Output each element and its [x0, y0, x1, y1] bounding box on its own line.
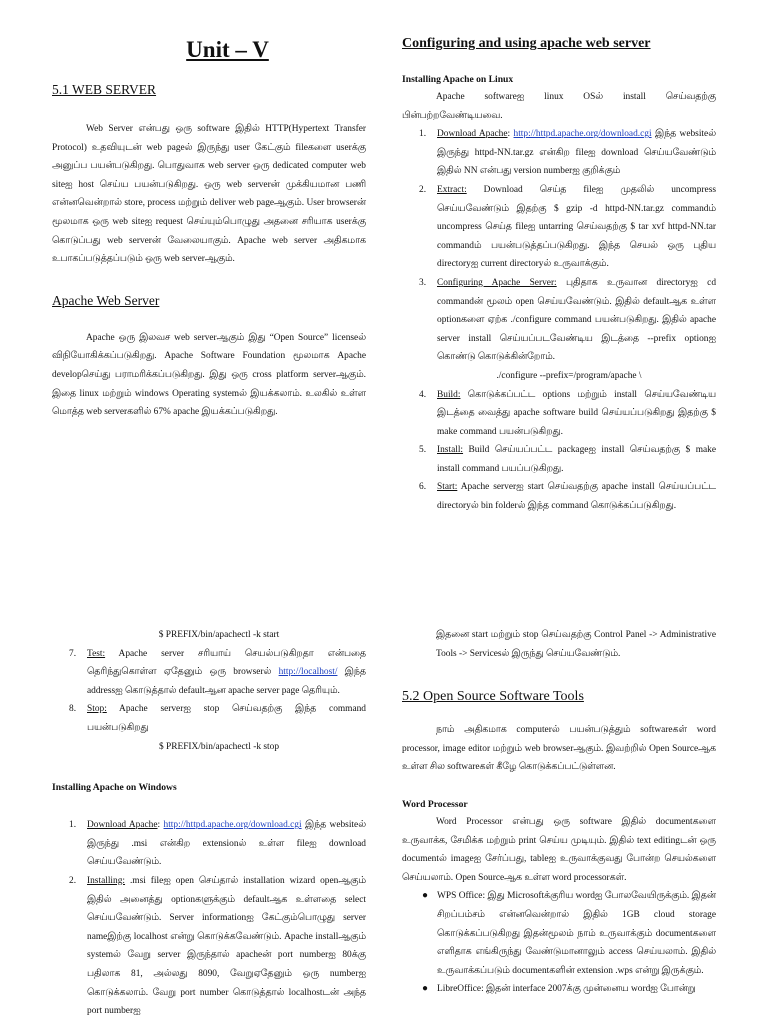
list-item-configure [402, 274, 716, 367]
windows-install-heading: Installing Apache on Windows [52, 782, 177, 794]
list-term: Stop: [87, 704, 107, 715]
control-panel-paragraph: இதனை start மற்றும் stop செய்வதற்கு Control Panel -> Administrative Tools -> Servicesல் இருந்து செய்யவேண்டும். [436, 630, 716, 659]
list-text: இந்த websiteல் இருந்து httpd-NN.tar.gz என்கிற fileஐ download செய்யவேண்டும் இதில் NN என்பது version numberஐ குறிக்கும் [437, 129, 716, 177]
apache-download-link[interactable]: http://httpd.apache.org/download.cgi [163, 820, 302, 831]
list-number: 5. [419, 445, 427, 456]
list-number: 7. [69, 648, 77, 659]
list-number: 4. [419, 389, 427, 400]
linux-intro: Apache softwareஐ linux OSல் install செய்வதற்கு பின்பற்றவேண்டியவை. [402, 92, 716, 121]
right-column-top [402, 34, 716, 516]
list-text: இந்த websiteல் இருந்து .msi என்கிற extensionல் உள்ள fileஐ download செய்யவேண்டும். [87, 820, 366, 868]
list-term: Download Apache [87, 820, 158, 831]
list-term: Extract: [437, 184, 467, 195]
list-text: .msi fileஐ open செய்தால் installation wizard openஆகும் இதில் அனைத்து optionகளுக்கும் defaultஆக உள்ளதை select செய்யவேண்டும். Server informationஐ கேட்கும்பொழுது server nameஇற்கு localhost என்று கொடுக்கவேண்டும். Apache installஆகும் systemல் வேறு server இருந்தால் apacheன் port numberஐ 80க்கு பதிலாக 81, அல்லது 8090, வேறுஏதேனும் ஒரு numberஐ கொடுக்கலாம். வேறு port number கொடுத்தால் localhostடன் அந்த port numberஐ [87, 875, 366, 1017]
localhost-link[interactable]: http://localhost/ [278, 667, 338, 678]
oss-paragraph: நாம் அதிகமாக computerல் பயன்படுத்தும் softwareகள் word processor, image editor மற்றும் web browserஆகும். இவற்றில் Open Sourceஆக உள்ள சில softwareகள் கீழே கொடுக்கப்பட்டுள்ளன. [402, 725, 716, 773]
bullet-text: WPS Office: இது Microsoftக்குரிய wordஐ போலவேயிருக்கும். இதன் சிறப்பம்சம் என்னவென்றால் இதில் 1GB cloud storage கொடுக்கப்படுகிறது இதன்மூலம் நாம் உருவாக்கும் documentகளை எளிதாக எங்கிருந்து வேண்டுமானாலும் access செய்யலாம். இதில் உருவாக்கப்படும் documentகளின் extension .wps என்று இருக்கும். [437, 891, 716, 976]
linux-install-heading: Installing Apache on Linux [402, 74, 514, 85]
configure-command: ./configure --prefix=/program/apache \ [496, 370, 642, 381]
list-text: Apache server சரியாய் செயல்படுகிறதா என்பதை தெரிந்துகொள்ள ஏதேனும் ஒரு browserல் [87, 648, 366, 678]
list-text: Download செய்த fileஐ முதலில் uncompress செய்யவேண்டும் இதற்கு $ gzip -d httpd-NN.tar.gz commandம் uncompress செய்த fileஐ untarring செய்வதற்கு $ tar xvf httpd-NN.tar commandம் பயன்படுத்தப்படுகிறது. இந்த செயல் ஒரு புதிய directoryஐ current directoryல் உருவாக்கும். [437, 184, 716, 270]
list-item-stop [52, 700, 366, 737]
list-term: Start: [437, 482, 458, 493]
web-server-paragraph: Web Server என்பது ஒரு software இதில் HTTP(Hypertext Transfer Protocol) உதவியுடன் web pageல் இருந்து user கேட்கும் fileகளை userக்கு அனுப்ப பயன்படுகிறது. பொதுவாக web server ஒரு dedicated computer web siteஐ host செய்ய பயன்படுகிறது. ஒரு web serverன் முக்கியமான பணி என்னவென்றால் store, process மற்றும் deliver web pageஆகும். User browserன் மூலமாக ஒரு web siteஐ request செய்யும்பொழுது அதனை சரியாக userக்கு கொடுப்பது web serverன் வேலையாகும். Apache web server அதிகமாக உபாகப்படுத்தப்படும் ஒரு web serverஆகும். [52, 124, 366, 265]
list-item-installing [52, 872, 366, 1021]
list-term: Test: [87, 648, 106, 659]
config-heading: Configuring and using apache web server [402, 36, 651, 51]
apache-paragraph: Apache ஒரு இலவச web serverஆகும் இது “Open Source” licenseல் விநியோகிக்கப்படுகிறது. Apache Software Foundation மூலமாக Apache developசெய்து பராமரிக்கப்படுகிறது. இது ஒரு cross platform serverஆகும். இதை linux மற்றும் windows Operating systemல் இயக்கலாம். உலகில் உள்ள மொத்த web serverகளில் 67% apache இயக்கப்படுகிறது. [52, 332, 366, 418]
list-text: Apache serverஐ start செய்வதற்கு apache install செய்யப்பட்ட directoryல் bin folderல் இந்த command கொடுக்கப்படுகிறது. [437, 482, 716, 512]
list-text: புதிதாக உருவான directoryஐ cd commandன் மூலம் open செய்யவேண்டும். இதில் defaultஆக உள்ள optionகளை ஏற்க ./configure command பயன்படுகிறது. இதில் apache server install செய்யப்படவேண்டிய இடத்தை --prefix optionஐ கொண்டு கொடுக்கின்றோம். [437, 277, 717, 363]
list-item-test [52, 645, 366, 701]
list-term: Configuring Apache Server: [437, 277, 557, 288]
list-number: 8. [69, 704, 77, 715]
list-item-download-windows [52, 816, 366, 872]
list-term: Install: [437, 445, 464, 456]
list-number: 2. [69, 875, 77, 886]
list-term: Download Apache [437, 129, 508, 140]
list-term: Installing: [87, 875, 126, 886]
list-item-extract [402, 181, 716, 274]
left-column-bottom [52, 626, 366, 1021]
list-item-start [402, 478, 716, 515]
list-number: 3. [419, 277, 427, 288]
list-term: Build: [437, 389, 461, 400]
bullet-wps-office [402, 887, 716, 980]
word-processor-heading: Word Processor [402, 798, 468, 810]
list-number: 6. [419, 482, 427, 493]
list-separator: : [507, 129, 514, 140]
start-command: $ PREFIX/bin/apachectl -k start [158, 630, 280, 640]
stop-command: $ PREFIX/bin/apachectl -k stop [158, 741, 280, 752]
list-item-build [402, 386, 716, 442]
oss-heading: 5.2 Open Source Software Tools [402, 689, 584, 705]
apache-heading: Apache Web Server [52, 292, 160, 308]
web-server-heading: 5.1 WEB SERVER [52, 82, 157, 97]
list-text: இந்த addressஐ கொடுத்தால் defaultஆன apache server page தெரியும். [87, 667, 366, 696]
bullet-dot-icon: ● [422, 983, 429, 995]
list-text: Build செய்யப்பட்ட packageஐ install செய்வதற்கு $ make install command பயப்படுகிறது. [437, 445, 716, 474]
left-column-top [52, 80, 366, 422]
list-separator: : [157, 820, 164, 831]
bullet-text: LibreOffice: இதன் interface 2007க்கு முன்னைய wordஐ போன்று [437, 984, 696, 995]
right-column-bottom [402, 626, 716, 999]
list-text: Apache serverஐ stop செய்வதற்கு இந்த command பயன்படுகிறது [87, 704, 366, 733]
list-text: கொடுக்கப்பட்ட options மற்றும் install செய்யவேண்டிய இடத்தை வைத்து apache software build செய்யப்படுகிறது இதற்கு $ make command பயன்படுகிறது. [437, 389, 716, 437]
bullet-libreoffice [402, 980, 716, 999]
list-item-download-linux [402, 125, 716, 181]
list-number: 1. [419, 129, 427, 140]
unit-title: Unit – V [186, 37, 269, 62]
apache-download-link[interactable]: http://httpd.apache.org/download.cgi [513, 129, 652, 140]
bullet-dot-icon: ● [422, 890, 429, 902]
list-item-install [402, 441, 716, 478]
list-number: 2. [419, 184, 427, 195]
list-number: 1. [69, 820, 77, 831]
word-processor-paragraph: Word Processor என்பது ஒரு software இதில் documentகளை உருவாக்க, சேமிக்க மற்றும் print செய்ய முடியும். இதில் text editingடன் ஒரு documentல் imageஐ சேர்ப்பது, tableஐ உருவாக்குவது போன்ற செயல்களை செய்யலாம். Open Sourceஆக உள்ள word processorகள். [402, 816, 716, 883]
